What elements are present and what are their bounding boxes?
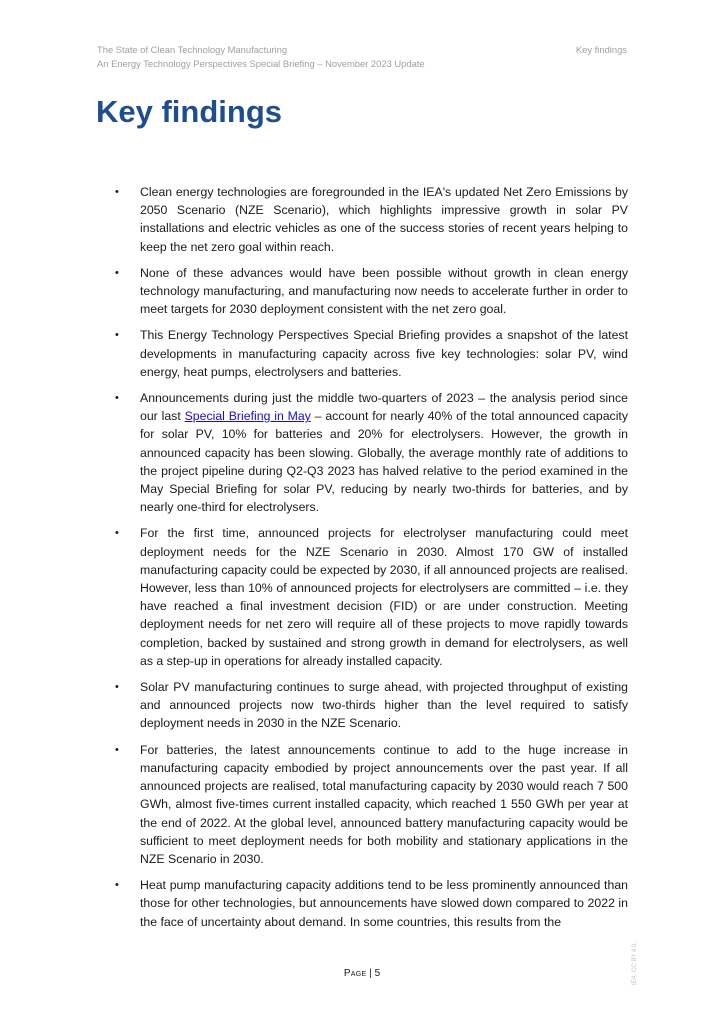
finding-text-after-link: – account for nearly 40% of the total announced capacity for solar PV, 10% for batteries and 20% for electrolysers. However, the growth in announced capacity has been slowing. Globally, the average monthly rate of additions to the project pipeline during Q2-Q3 2023 has halved relative to the period examined in the May Special Briefing for solar PV, reducing by nearly two-thirds for batteries, and by nearly one-third for electrolysers.: [140, 409, 629, 515]
page-number: 5: [374, 968, 381, 979]
special-briefing-link[interactable]: Special Briefing in May: [184, 409, 311, 424]
finding-text: For batteries, the latest announcements continue to add to the huge increase in manufacturing capacity embodied by project announcements over the past year. If all announced projects are realised, total manufacturing capacity by 2030 would reach 7 500 GWh, almost five-times current installed capacity, which reached 1 550 GWh per year at the end of 2022. At the global level, announced battery manufacturing capacity would be sufficient to meet deployment needs for both mobility and stationary applications in the NZE Scenario in 2030.: [140, 742, 628, 866]
bullet-icon: •: [115, 392, 119, 405]
bullet-icon: •: [115, 329, 119, 342]
list-item: [97, 183, 628, 256]
finding-text: For the first time, announced projects for electrolyser manufacturing could meet deployment needs for the NZE Scenario in 2030. Almost 170 GW of installed manufacturing capacity could be expected by 2030, if all announced projects are realised. However, less than 10% of announced projects for electrolysers are committed – i.e. they have reached a final investment decision (FID) or are under construction. Meeting deployment needs for net zero will require all of these projects to move rapidly towards completion, backed by sustained and strong growth in demand for electrolysers, as well as a step-up in operations for already installed capacity.: [140, 526, 628, 668]
list-item: [97, 741, 628, 868]
page-label: Page: [343, 968, 367, 979]
list-item: [97, 678, 628, 733]
bullet-icon: •: [115, 186, 119, 198]
list-item: [97, 389, 628, 516]
bullet-icon: •: [115, 743, 119, 756]
section-label: Key findings: [575, 44, 627, 55]
list-item: [97, 876, 628, 931]
finding-text: Clean energy technologies are foregrounded in the IEA's updated Net Zero Emissions by 2050 Scenario (NZE Scenario), which highlights impressive growth in solar PV installations and electric vehicles as one of the success stories of recent years helping to keep the net zero goal within reach.: [140, 185, 628, 254]
key-findings-list: [97, 183, 628, 939]
page-title: Key findings: [96, 94, 283, 129]
page-separator: |: [366, 968, 375, 979]
license-note: IEA. CC BY 4.0.: [632, 942, 638, 985]
bullet-icon: •: [115, 527, 119, 540]
finding-text: Heat pump manufacturing capacity additions tend to be less prominently announced than those for other technologies, but announcements have slowed down compared to 2022 in the face of uncertainty about demand. In some countries, this results from the: [140, 878, 628, 929]
bullet-icon: •: [115, 879, 119, 892]
list-item: [97, 524, 628, 670]
list-item: [97, 326, 628, 381]
finding-text: Solar PV manufacturing continues to surge ahead, with projected throughput of existing and announced projects now two-thirds higher than the level required to satisfy deployment needs in 2030 in the NZE Scenario.: [140, 680, 628, 731]
list-item: [97, 264, 628, 319]
bullet-icon: •: [115, 681, 119, 694]
bullet-icon: •: [115, 266, 119, 279]
finding-text-before-link: Announcements during just the middle two-quarters of 2023 – the analysis period since our last: [140, 391, 628, 424]
document-subtitle: An Energy Technology Perspectives Special Briefing – November 2023 Update: [97, 58, 425, 69]
finding-text: This Energy Technology Perspectives Special Briefing provides a snapshot of the latest developments in manufacturing capacity across five key technologies: solar PV, wind energy, heat pumps, electrolysers and batteries.: [140, 328, 628, 379]
document-title: The State of Clean Technology Manufacturing: [97, 44, 288, 55]
finding-text: None of these advances would have been possible without growth in clean energy technology manufacturing, and manufacturing now needs to accelerate further in order to meet targets for 2030 deployment consistent with the net zero goal.: [140, 265, 628, 317]
page-footer: [0, 968, 724, 979]
running-header: [97, 43, 425, 71]
